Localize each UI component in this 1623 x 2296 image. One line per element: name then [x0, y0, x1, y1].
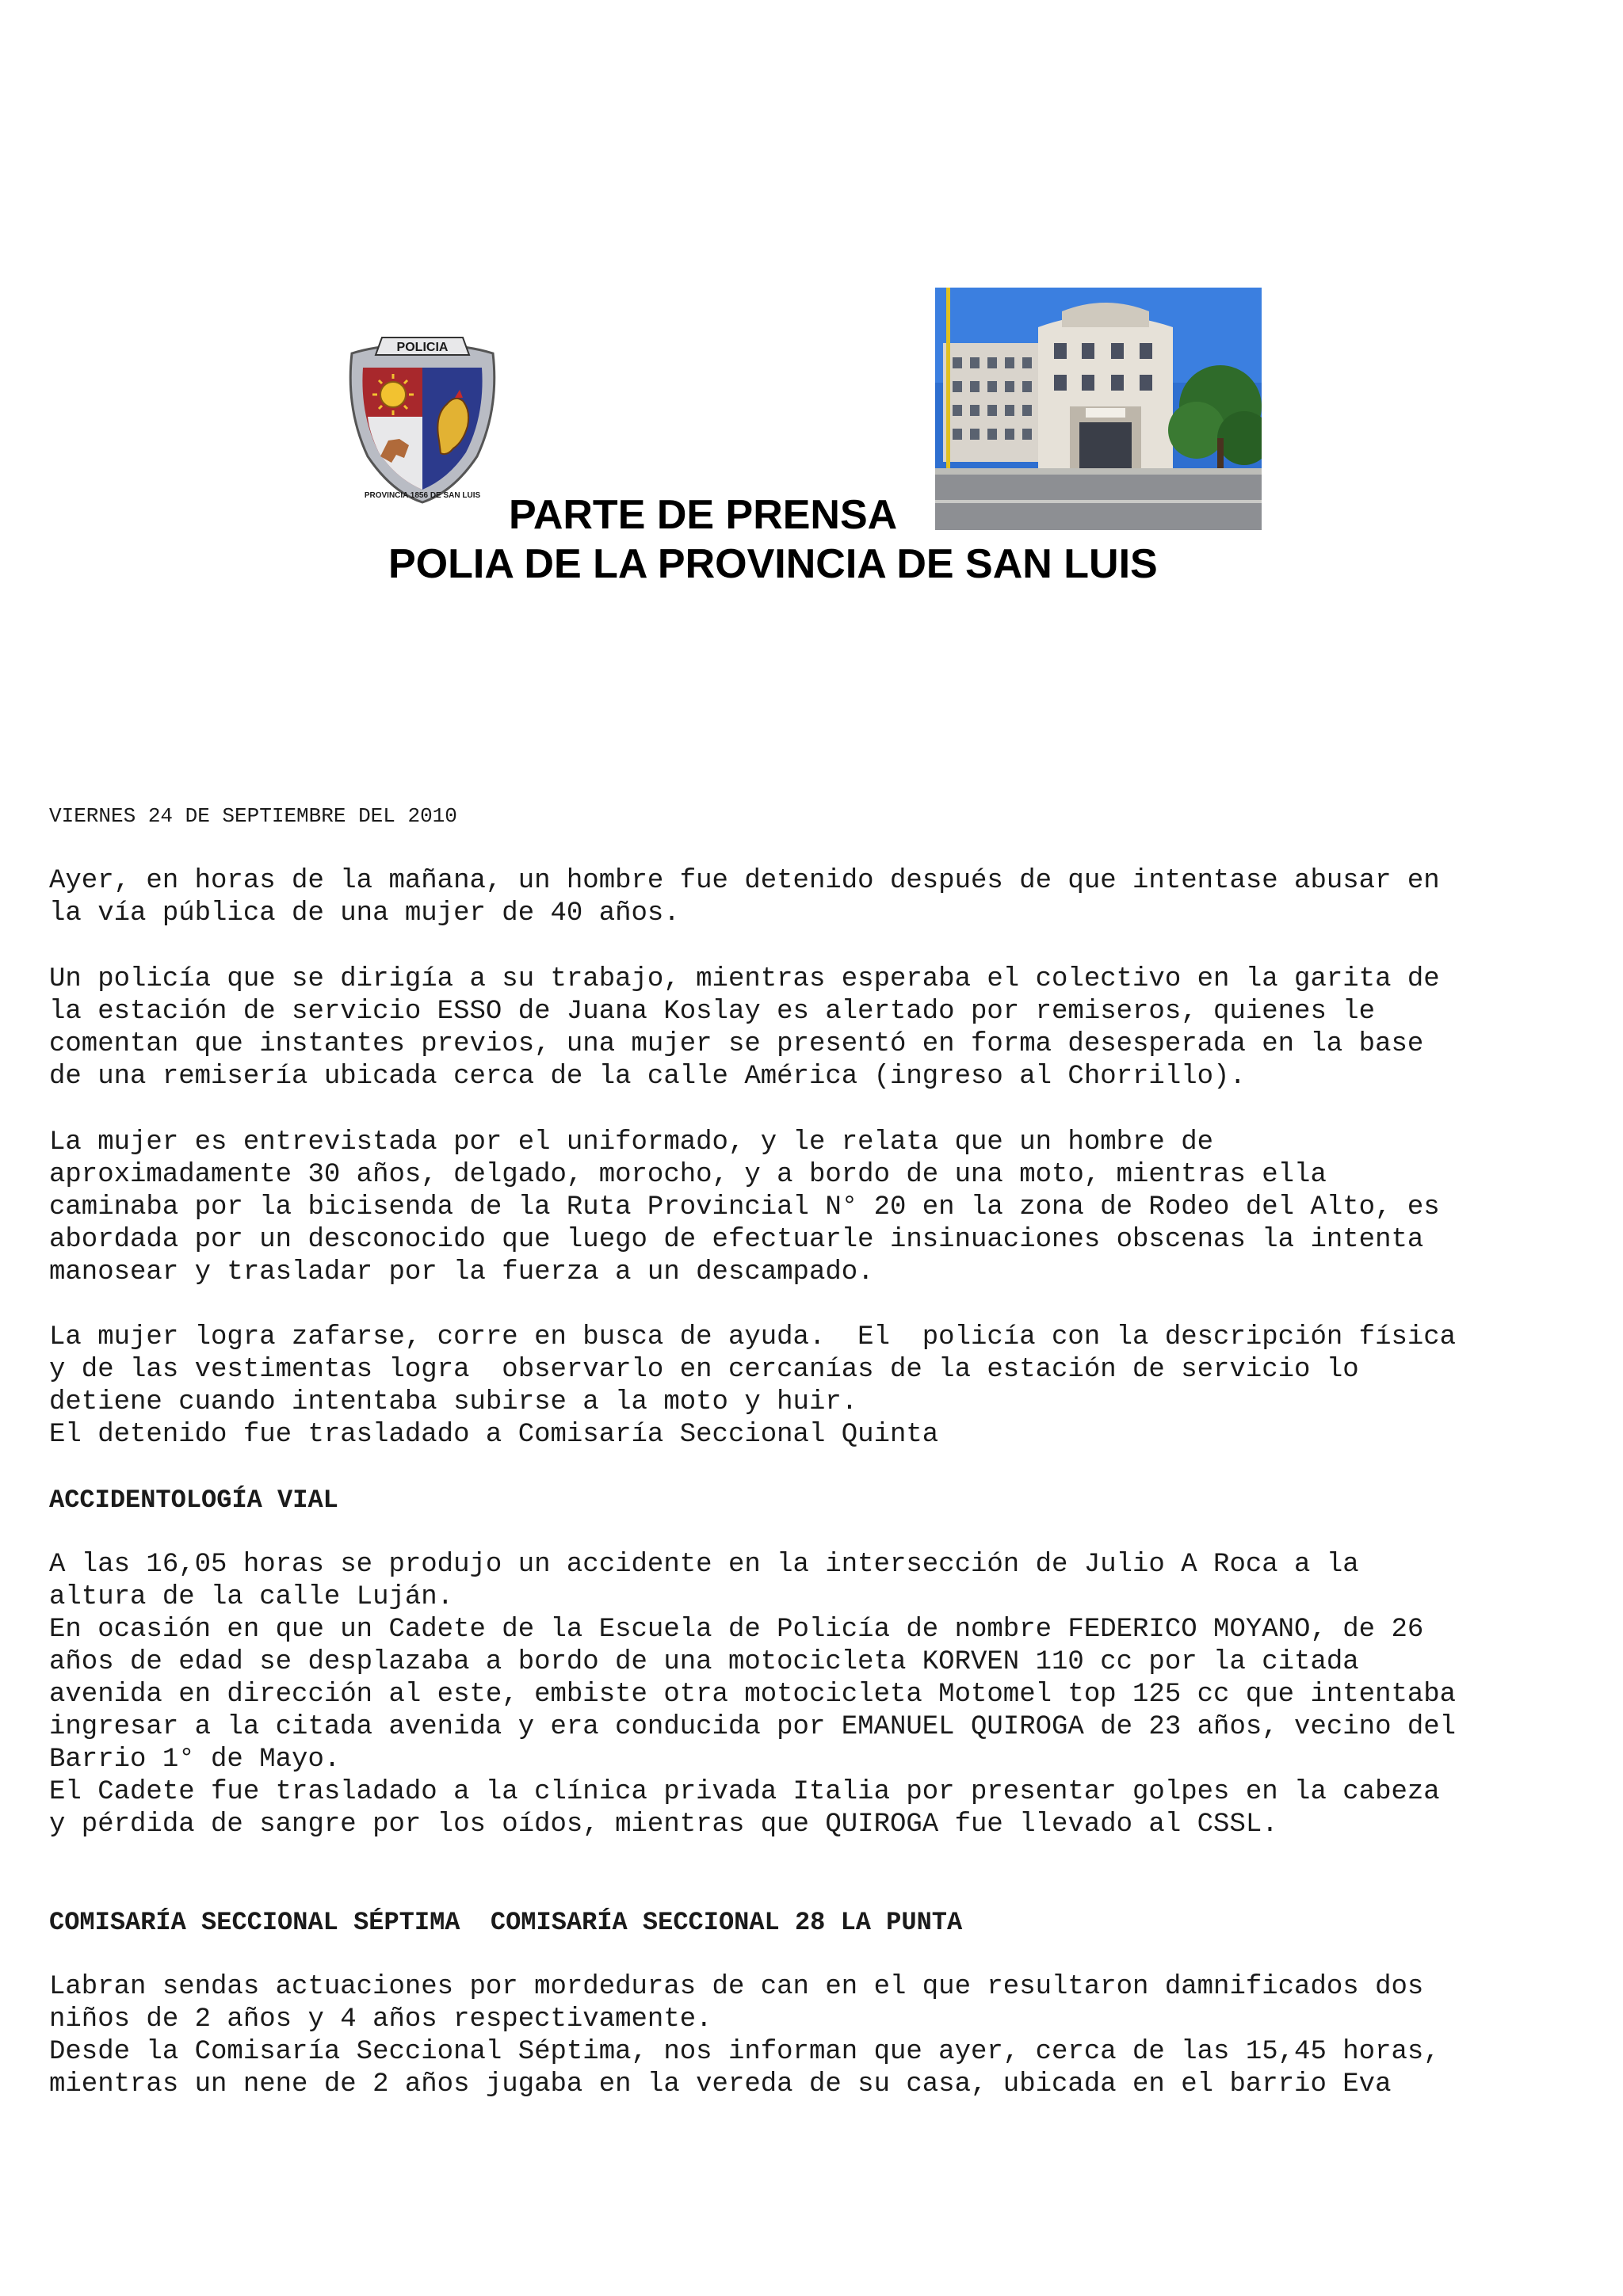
logo-banner-text: POLICIA — [396, 341, 449, 354]
text-line: COMISARÍA SECCIONAL SÉPTIMA COMISARÍA SECCIONAL 28 LA PUNTA — [49, 1908, 963, 1937]
text-line: años de edad se desplazaba a bordo de una motocicleta KORVEN 110 cc por la citada — [49, 1647, 1359, 1677]
text-line: comentan que instantes previos, una mujer se presentó en forma desesperada en la base — [49, 1029, 1424, 1059]
text-line: En ocasión en que un Cadete de la Escuela de Policía de nombre FEDERICO MOYANO, de 26 — [49, 1615, 1424, 1645]
body-paragraph — [49, 1549, 1456, 1841]
logo-ring-text: PROVINCIA 1856 DE SAN LUIS — [364, 491, 481, 500]
text-line: avenida en dirección al este, embiste otra motocicleta Motomel top 125 cc que intentaba — [49, 1680, 1457, 1710]
text-line: detiene cuando intentaba subirse a la moto y huir. — [49, 1387, 858, 1417]
body-paragraph — [49, 963, 1440, 1093]
text-line: aproximadamente 30 años, delgado, morocho, y a bordo de una moto, mientras ella — [49, 1160, 1327, 1190]
text-line: La mujer logra zafarse, corre en busca de ayuda. El policía con la descripción física — [49, 1322, 1457, 1352]
text-line: ACCIDENTOLOGÍA VIAL — [49, 1486, 338, 1515]
police-shield-logo — [336, 322, 509, 505]
text-line: caminaba por la bicisenda de la Ruta Provincial N° 20 en la zona de Rodeo del Alto, es — [49, 1192, 1440, 1222]
section-heading — [49, 1484, 338, 1516]
text-line: mientras un nene de 2 años jugaba en la vereda de su casa, ubicada en el barrio Eva — [49, 2069, 1392, 2100]
report-date: VIERNES 24 DE SEPTIEMBRE DEL 2010 — [49, 804, 457, 828]
text-line: Barrio 1° de Mayo. — [49, 1745, 341, 1775]
text-line: manosear y trasladar por la fuerza a un descampado. — [49, 1257, 874, 1287]
text-line: altura de la calle Luján. — [49, 1582, 454, 1612]
text-line: abordada por un desconocido que luego de efectuarle insinuaciones obscenas la intenta — [49, 1225, 1424, 1255]
text-line: Ayer, en horas de la mañana, un hombre fue detenido después de que intentase abusar en — [49, 866, 1440, 896]
text-line: Desde la Comisaría Seccional Séptima, nos informan que ayer, cerca de las 15,45 horas, — [49, 2037, 1440, 2067]
section-heading — [49, 1906, 962, 1939]
body-paragraph — [49, 865, 1440, 930]
text-line: Labran sendas actuaciones por mordeduras de can en el que resultaron damnificados dos — [49, 1972, 1424, 2002]
text-line: El detenido fue trasladado a Comisaría Seccional Quinta — [49, 1420, 939, 1450]
body-paragraph — [49, 1322, 1456, 1451]
body-paragraph — [49, 1971, 1440, 2101]
text-line: La mujer es entrevistada por el uniformado, y le relata que un hombre de — [49, 1127, 1214, 1158]
text-line: y de las vestimentas logra observarlo en cercanías de la estación de servicio lo — [49, 1355, 1359, 1385]
text-line: niños de 2 años y 4 años respectivamente. — [49, 2004, 712, 2035]
body-paragraph — [49, 1127, 1440, 1289]
text-line: y pérdida de sangre por los oídos, mientras que QUIROGA fue llevado al CSSL. — [49, 1810, 1278, 1840]
text-line: la estación de servicio ESSO de Juana Koslay es alertado por remiseros, quienes le — [49, 997, 1376, 1027]
page-subtitle: POLIA DE LA PROVINCIA DE SAN LUIS — [388, 541, 1158, 587]
text-line: Un policía que se dirigía a su trabajo, mientras esperaba el colectivo en la garita de — [49, 964, 1440, 994]
text-line: de una remisería ubicada cerca de la calle América (ingreso al Chorrillo). — [49, 1062, 1246, 1092]
text-line: la vía pública de una mujer de 40 años. — [49, 898, 680, 929]
police-headquarters-photo — [935, 288, 1262, 530]
text-line: A las 16,05 horas se produjo un accidente en la intersección de Julio A Roca a la — [49, 1550, 1359, 1580]
text-line: El Cadete fue trasladado a la clínica privada Italia por presentar golpes en la cabeza — [49, 1777, 1440, 1807]
page-title: PARTE DE PRENSA — [509, 492, 898, 538]
text-line: ingresar a la citada avenida y era conducida por EMANUEL QUIROGA de 23 años, vecino del — [49, 1712, 1457, 1742]
